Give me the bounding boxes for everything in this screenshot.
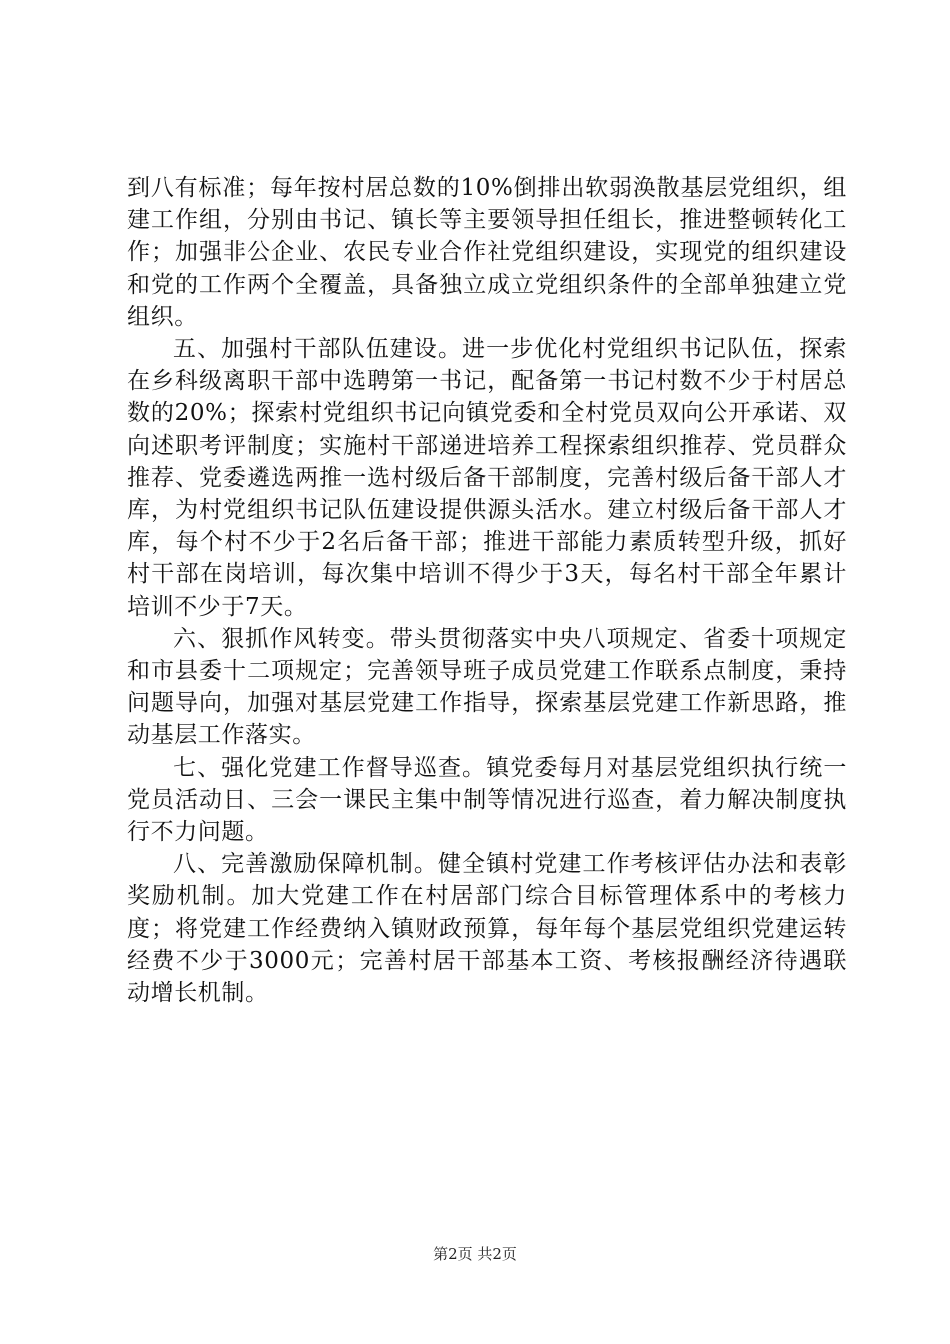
paragraph-section-8: 八、完善激励保障机制。健全镇村党建工作考核评估办法和表彰奖励机制。加大党建工作在村居部门综合目标管理体系中的考核力度；将党建工作经费纳入镇财政预算，每年每个基层党组织党建运转经费不少于3000元；完善村居干部基本工资、考核报酬经济待遇联动增长机制。	[127, 851, 847, 1007]
document-body	[127, 172, 847, 1009]
page-footer: 第2页 共2页	[433, 1245, 517, 1263]
paragraph-section-5: 五、加强村干部队伍建设。进一步优化村党组织书记队伍，探索在乡科级离职干部中选聘第一书记，配备第一书记村数不少于村居总数的20%；探索村党组织书记向镇党委和全村党员双向公开承诺、双向述职考评制度；实施村干部递进培养工程探索组织推荐、党员群众推荐、党委遴选两推一选村级后备干部制度，完善村级后备干部人才库，为村党组织书记队伍建设提供源头活水。建立村级后备干部人才库，每个村不少于2名后备干部；推进干部能力素质转型升级，抓好村干部在岗培训，每次集中培训不得少于3天，每名村干部全年累计培训不少于7天。	[127, 336, 847, 620]
paragraph-section-6: 六、狠抓作风转变。带头贯彻落实中央八项规定、省委十项规定和市县委十二项规定；完善领导班子成员党建工作联系点制度，秉持问题导向，加强对基层党建工作指导，探索基层党建工作新思路，推动基层工作落实。	[127, 625, 847, 749]
paragraph-continuation: 到八有标准；每年按村居总数的10%倒排出软弱涣散基层党组织，组建工作组，分别由书记、镇长等主要领导担任组长，推进整顿转化工作；加强非公企业、农民专业合作社党组织建设，实现党的组织建设和党的工作两个全覆盖，具备独立成立党组织条件的全部单独建立党组织。	[127, 175, 847, 330]
paragraph-section-7: 七、强化党建工作督导巡查。镇党委每月对基层党组织执行统一党员活动日、三会一课民主集中制等情况进行巡查，着力解决制度执行不力问题。	[127, 754, 847, 846]
